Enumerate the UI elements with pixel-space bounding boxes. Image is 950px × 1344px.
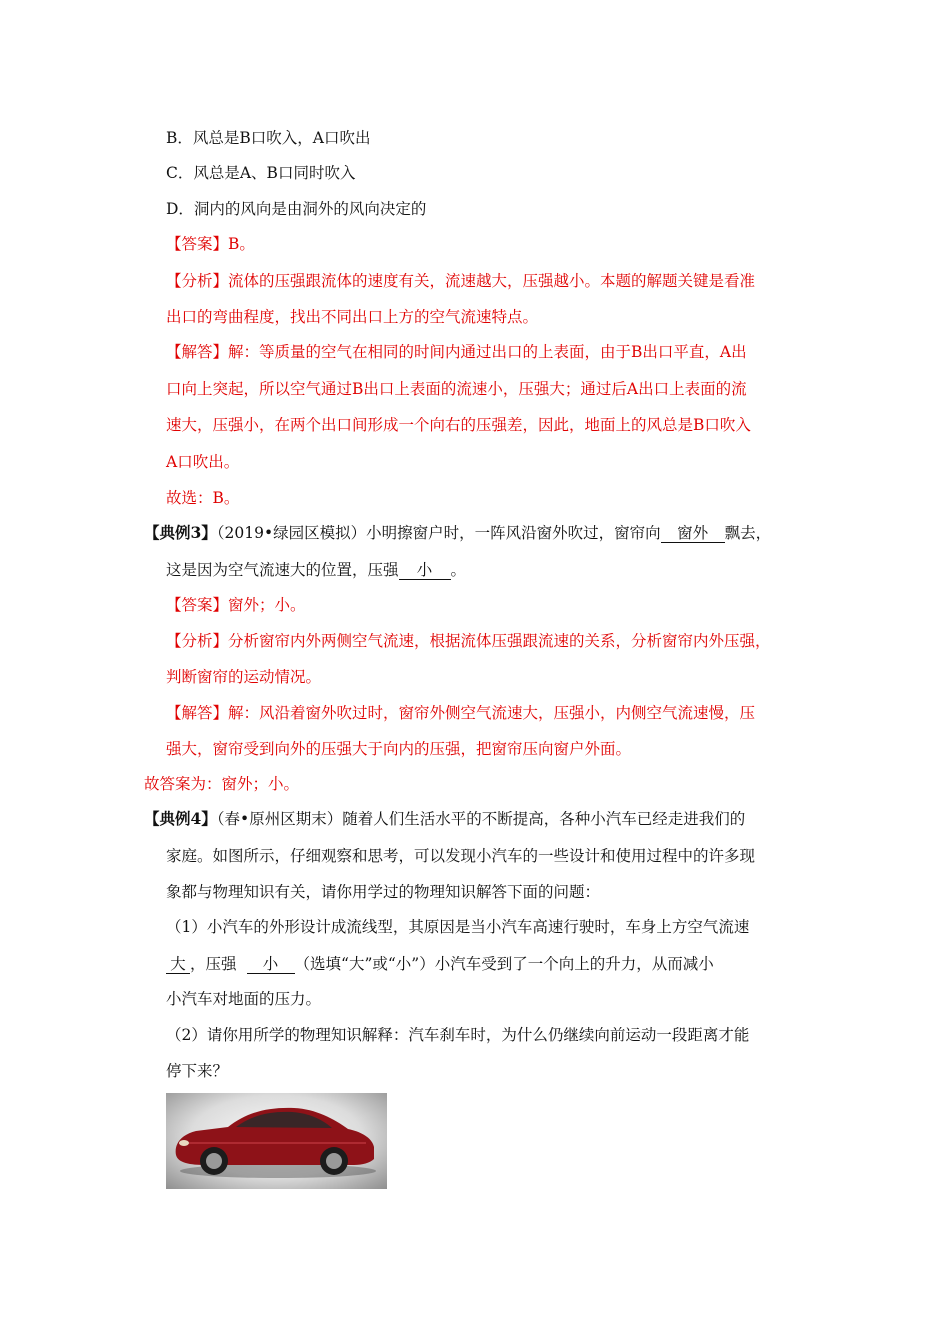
ex4-q1-line: （1）小汽车的外形设计成流线型，其原因是当小汽车高速行驶时，车身上方空气流速 [166, 918, 750, 936]
ex3-solution-line: 强大，窗帘受到向外的压强大于向内的压强，把窗帘压向窗户外面。 [166, 740, 632, 758]
ex3-blank-1: 窗外 [661, 524, 725, 543]
ex4-q1-line [166, 953, 714, 975]
ex4-blank-1: 大 [166, 955, 190, 974]
ex3-question-text: 飘去， [724, 524, 772, 542]
ex4-q2-line: 停下来？ [166, 1062, 229, 1080]
ex4-tag: 【典例4】 [144, 809, 217, 828]
ex3-solution-line: 【解答】解：风沿着窗外吹过时，窗帘外侧空气流速大，压强小，内侧空气流速慢，压 [166, 704, 756, 722]
ex2-analysis-line: 出口的弯曲程度，找出不同出口上方的空气流速特点。 [166, 308, 539, 326]
ex3-tag: 【典例3】 [144, 523, 217, 542]
ex3-blank-2: 小 [399, 561, 451, 580]
ex4-q2-line: （2）请你用所学的物理知识解释：汽车刹车时，为什么仍继续向前运动一段距离才能 [166, 1026, 750, 1044]
ex4-q1-text: ，压强 [190, 955, 237, 973]
sports-car-image [166, 1093, 387, 1189]
ex3-question-text: 这是因为空气流速大的位置，压强 [166, 561, 399, 579]
ex3-final-answer: 故答案为：窗外；小。 [144, 775, 300, 793]
option-c: C．风总是A、B口同时吹入 [166, 164, 356, 182]
ex2-solution-line: 【解答】解：等质量的空气在相同的时间内通过出口的上表面，由于B出口平直，A出 [166, 343, 747, 361]
ex3-question-text: 。 [450, 561, 467, 579]
ex4-intro-line: 家庭。如图所示，仔细观察和思考，可以发现小汽车的一些设计和使用过程中的许多现 [166, 847, 756, 865]
ex2-solution-line: 速大，压强小，在两个出口间形成一个向右的压强差，因此，地面上的风总是B口吹入 [166, 416, 751, 434]
ex4-intro-text: （春•原州区期末）随着人们生活水平的不断提高，各种小汽车已经走进我们的 [216, 810, 746, 828]
ex3-question-line [166, 559, 466, 581]
ex4-q1-text: （选填“大”或“小”）小汽车受到了一个向上的升力，从而减小 [294, 955, 714, 973]
ex2-solution-line: 口向上突起，所以空气通过B出口上表面的流速小，压强大；通过后A出口上表面的流 [166, 380, 747, 398]
ex2-solution-line: A口吹出。 [166, 453, 240, 471]
car-figure [166, 1093, 387, 1189]
ex3-question-line [144, 522, 771, 544]
ex4-intro-line [144, 808, 745, 830]
ex4-q1-line: 小汽车对地面的压力。 [166, 990, 322, 1008]
ex3-question-text: （2019•绿园区模拟）小明擦窗户时，一阵风沿窗外吹过，窗帘向 [216, 524, 661, 542]
ex3-analysis-line: 【分析】分析窗帘内外两侧空气流速，根据流体压强跟流速的关系，分析窗帘内外压强， [166, 632, 771, 650]
ex2-answer: 【答案】B。 [166, 235, 255, 253]
ex4-blank-2: 小 [247, 955, 295, 974]
option-d: D．洞内的风向是由洞外的风向决定的 [166, 200, 427, 218]
option-b: B．风总是B口吹入，A口吹出 [166, 129, 371, 147]
ex2-choice: 故选：B。 [166, 489, 240, 507]
ex3-answer: 【答案】窗外；小。 [166, 596, 306, 614]
ex3-analysis-line: 判断窗帘的运动情况。 [166, 668, 322, 686]
ex2-analysis-line: 【分析】流体的压强跟流体的速度有关，流速越大，压强越小。本题的解题关键是看准 [166, 272, 756, 290]
ex4-intro-line: 象都与物理知识有关，请你用学过的物理知识解答下面的问题： [166, 883, 601, 901]
